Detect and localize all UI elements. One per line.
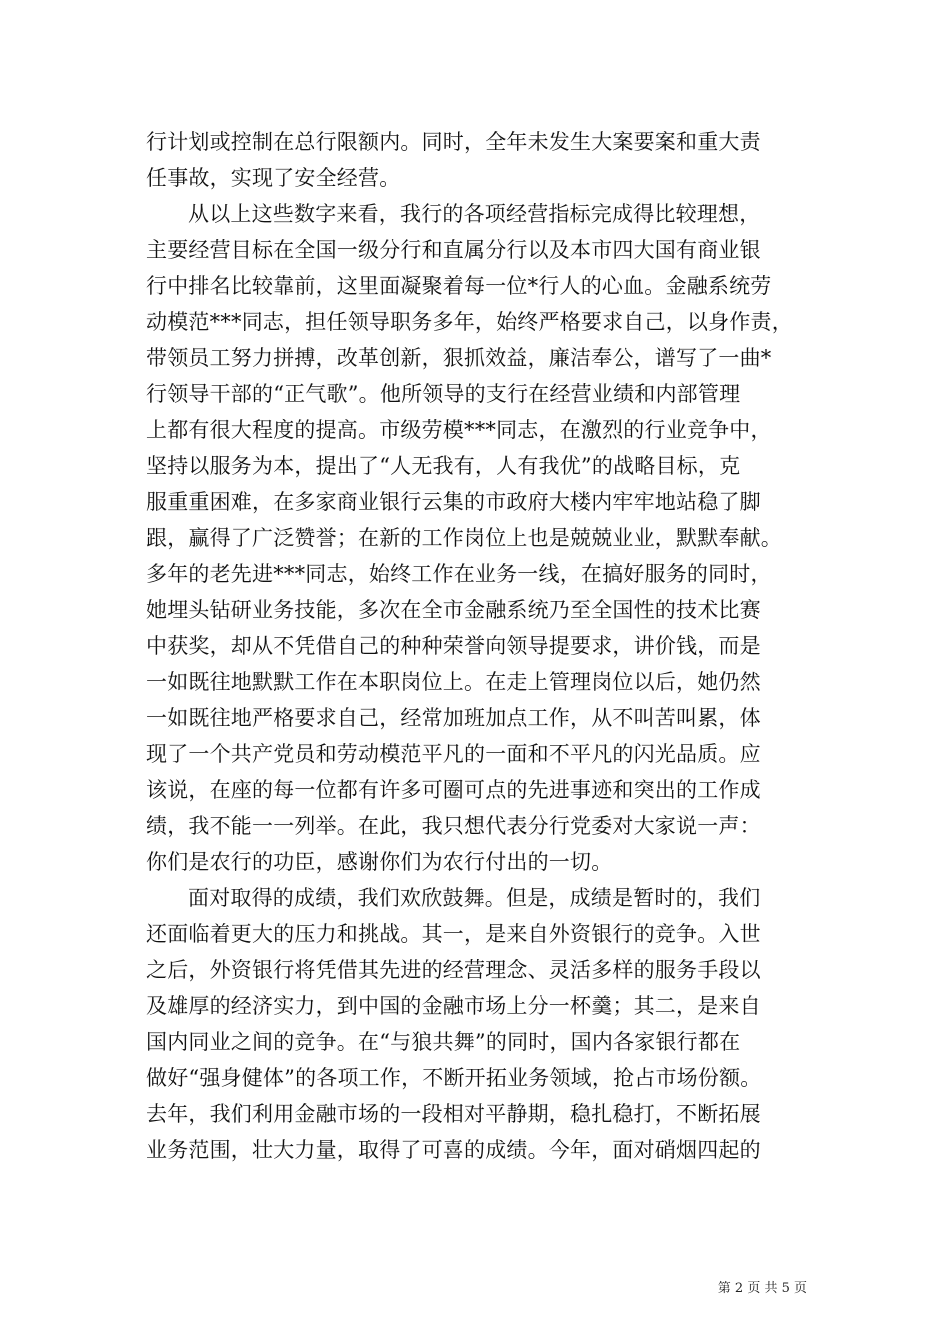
text-line: 做好“强身健体”的各项工作，不断开拓业务领域，抢占市场份额。 [146, 1066, 762, 1090]
text-line: 行计划或控制在总行限额内。同时，全年未发生大案要案和重大责 [146, 130, 761, 154]
text-line: 任事故，实现了安全经营。 [146, 166, 401, 190]
text-line: 多年的老先进***同志，始终工作在业务一线，在搞好服务的同时， [146, 562, 772, 586]
paragraph-first-line: 面对取得的成绩，我们欢欣鼓舞。但是，成绩是暂时的，我们 [188, 886, 761, 910]
text-line: 国内同业之间的竞争。在“与狼共舞”的同时，国内各家银行都在 [146, 1030, 741, 1054]
text-line: 该说，在座的每一位都有许多可圈可点的先进事迹和突出的工作成 [146, 778, 761, 802]
text-line: 及雄厚的经济实力，到中国的金融市场上分一杯羹；其二，是来自 [146, 994, 761, 1018]
text-line: 带领员工努力拼搏，改革创新，狠抓效益，廉洁奉公，谱写了一曲* [146, 346, 772, 370]
text-line: 上都有很大程度的提高。市级劳模***同志，在激烈的行业竞争中， [146, 418, 772, 442]
text-line: 坚持以服务为本，提出了“人无我有，人有我优”的战略目标，克 [146, 454, 741, 478]
text-line: 绩，我不能一一列举。在此，我只想代表分行党委对大家说一声： [146, 814, 761, 838]
text-line: 你们是农行的功臣，感谢你们为农行付出的一切。 [146, 850, 613, 874]
text-line: 行领导干部的“正气歌”。他所领导的支行在经营业绩和内部管理 [146, 382, 741, 406]
text-line: 业务范围，壮大力量，取得了可喜的成绩。今年，面对硝烟四起的 [146, 1138, 761, 1162]
text-line: 一如既往地严格要求自己，经常加班加点工作，从不叫苦叫累，体 [146, 706, 761, 730]
body-text [146, 124, 810, 1168]
paragraph-first-line: 从以上这些数字来看，我行的各项经营指标完成得比较理想， [188, 202, 761, 226]
text-line: 她埋头钻研业务技能，多次在全市金融系统乃至全国性的技术比赛 [146, 598, 761, 622]
text-line: 一如既往地默默工作在本职岗位上。在走上管理岗位以后，她仍然 [146, 670, 761, 694]
page-number-footer: 第 2 页 共 5 页 [717, 1281, 807, 1296]
text-line: 跟，赢得了广泛赞誉；在新的工作岗位上也是兢兢业业，默默奉献。 [146, 526, 782, 550]
text-line: 还面临着更大的压力和挑战。其一，是来自外资银行的竞争。入世 [146, 922, 761, 946]
text-line: 服重重困难，在多家商业银行云集的市政府大楼内牢牢地站稳了脚 [146, 490, 761, 514]
text-line: 去年，我们利用金融市场的一段相对平静期，稳扎稳打，不断拓展 [146, 1102, 761, 1126]
text-line: 中获奖，却从不凭借自己的种种荣誉向领导提要求，讲价钱，而是 [146, 634, 761, 658]
text-line: 现了一个共产党员和劳动模范平凡的一面和不平凡的闪光品质。应 [146, 742, 761, 766]
text-line: 之后，外资银行将凭借其先进的经营理念、灵活多样的服务手段以 [146, 958, 761, 982]
text-line: 行中排名比较靠前，这里面凝聚着每一位*行人的心血。金融系统劳 [146, 274, 772, 298]
text-line: 主要经营目标在全国一级分行和直属分行以及本市四大国有商业银 [146, 238, 761, 262]
text-line: 动模范***同志，担任领导职务多年，始终严格要求自己，以身作责， [146, 310, 793, 334]
